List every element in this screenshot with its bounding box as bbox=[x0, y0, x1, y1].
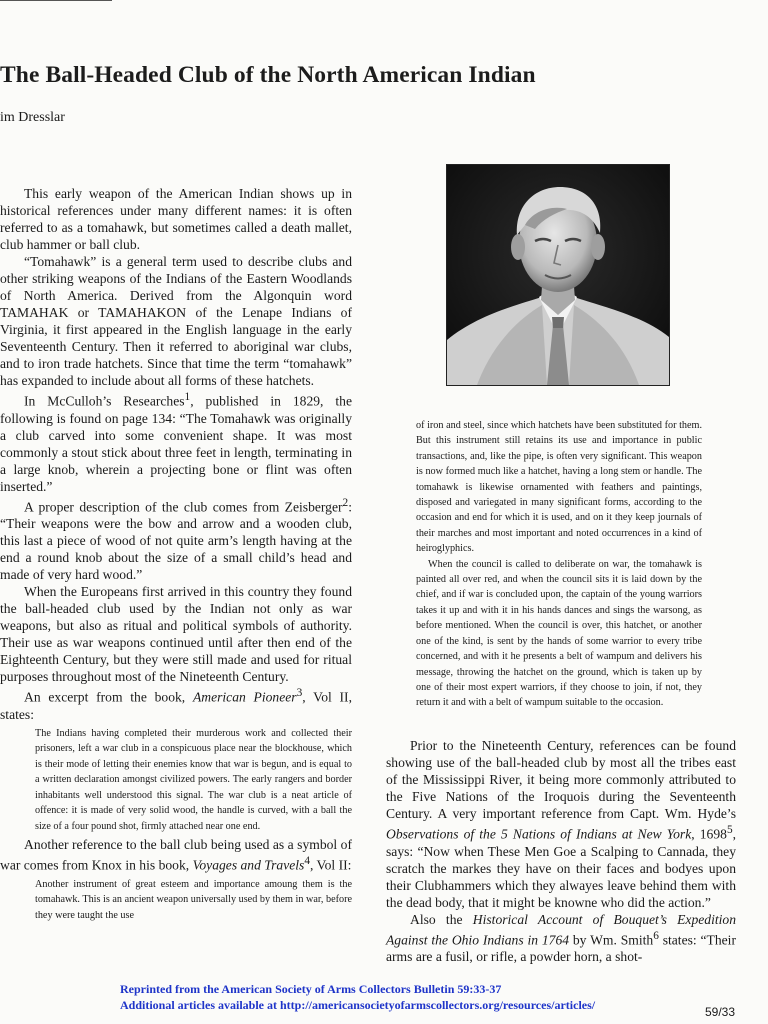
paragraph: Another reference to the ball club being used as a symbol of war comes from Knox in his book, Voyages and Travels$^4$, Vol II: bbox=[0, 837, 352, 873]
paragraph: In McCulloh’s Researches$^1$, published in 1829, the following is found on page 134: “The Tomahawk was originally a club carved into some convenient shape. It was most commonly a stout stick about three feet in length, terminating in a large knob, wherein a projecting bone or flint was often inserted.” bbox=[0, 391, 352, 494]
footnote-ref: 5 bbox=[726, 824, 733, 836]
footnote-ref: 3 bbox=[296, 687, 303, 700]
footnote-ref: 2 bbox=[342, 496, 349, 509]
right-column bbox=[386, 737, 736, 965]
author-portrait-photo bbox=[446, 164, 670, 386]
quoted-excerpt bbox=[416, 418, 702, 711]
footnote-ref: 6 bbox=[653, 929, 659, 942]
reprint-source: Reprinted from the American Society of Arms Collectors Bulletin 59:33-37 bbox=[120, 982, 502, 996]
article-title: The Ball-Headed Club of the North American Indian bbox=[0, 62, 536, 88]
articles-link[interactable]: Additional articles available at http://americansocietyofarmscollectors.org/resources/articles/ bbox=[120, 998, 596, 1012]
left-column bbox=[0, 185, 352, 980]
paragraph: An excerpt from the book, American Pioneer$^3$, Vol II, states: bbox=[0, 687, 352, 722]
author-byline: im Dresslar bbox=[0, 110, 65, 125]
block-quote: Another instrument of great esteem and importance amoung them is the tomahawk. This is an ancient weapon universally used by them in war, before they were taught the use bbox=[35, 878, 352, 921]
quote-paragraph: When the council is called to deliberate on war, the tomahawk is painted all over red, and when the council sits it is laid down by the chief, and if war is concluded upon, the captain of the young warriors takes it up and with it in his hands dances and sings the warsong, as before mentioned. When the council is over, this hatchet, or another one of the kind, is sent by the hands of some warrior to every tribe concerned, and with it he presents a belt of wampum and delivers his message, throwing the hatchet on the ground, which is taken up by one of their most expert warriors, if they choose to join, if not, they return it and with a belt of wampum suitable to the occasion. bbox=[416, 558, 702, 709]
paragraph: “Tomahawk” is a general term used to describe clubs and other striking weapons of the Indians of the Eastern Woodlands of North America. Derived from the Algonquin word TAMAHAK or TAMAHAKON of the Lenape Indians of Virginia, it first appeared in the English language in the early Seventeenth Century. Then it referred to aboriginal war clubs, and to iron trade hatchets. Since that time the term “tomahawk” has expanded to include about all forms of these hatchets. bbox=[0, 254, 352, 388]
paragraph: Also the Historical Account of Bouquet’s Expedition Against the Ohio Indians in 1764 by Wm. Smith$^6$ states: “Their arms are a fusil, or rifle, a powder horn, a shot- bbox=[386, 911, 736, 965]
quote-paragraph: of iron and steel, since which hatchets have been substituted for them. But this instrument still retains its use and importance in public transactions, and, like the pipe, is often very significant. This weapon is now formed much like a hatchet, having a long stem or handle. The tomahawk is likewise ornamented with feathers and paintings, disposed and variegated in many significant forms, according to the occasion and end for which it is used, and on it they keep journals of their marches and most important and noted occurrences in a kind of heiroglyphics. bbox=[416, 420, 702, 555]
footnote-ref: 1 bbox=[184, 391, 191, 403]
paragraph: This early weapon of the American Indian shows up in historical references under many different names: it is often referred to as a tomahawk, but sometimes called a death mallet, club hammer or ball club. bbox=[0, 186, 352, 252]
paragraph: A proper description of the club comes from Zeisberger$^2$: “Their weapons were the bow and arrow and a wooden club, this last a piece of wood of not quite arm’s length having at the end a round knob about the size of a small child’s head and made of very hard wood.” bbox=[0, 496, 352, 583]
reprint-footer bbox=[120, 981, 720, 1013]
block-quote: The Indians having completed their murderous work and collected their prisoners, left a war club in a conspicuous place near the blockhouse, which is their mode of letting their enemies know that war is begun, and is equal to a written declaration amongst civilized powers. The early rangers and border inhabitants well understood this signal. The war club is a neat article of offence: it is made of very solid wood, the handle is curved, with a ball the size of a four pound shot, firmly attached near one end. bbox=[35, 727, 352, 832]
footnote-ref: 4 bbox=[304, 855, 310, 868]
paragraph: When the Europeans first arrived in this country they found the ball-headed club used by the Indian not only as war weapons, but also as ritual and political symbols of authority. Their use as war weapons continued until after then end of the Eighteenth Century, but they were still made and used for ritual purposes throughout most of the Nineteenth Century. bbox=[0, 584, 352, 685]
top-rule bbox=[0, 0, 112, 1]
paragraph: Prior to the Nineteenth Century, references can be found showing use of the ball-headed club by most all the tribes east of the Mississippi River, it being more commonly attributed to the Five Nations of the Iroquois during the Seventeenth Century. A very important reference from Capt. Wm. Hyde’s Observations of the 5 Nations of Indians at New York, 1698$^5$, says: “Now when These Men Goe a Scalping to Cannada, they scratch the markes they have on their faces and bodyes upon their Clubhammers which they alwayes leave behind them with the dead body, that it might be knowne who did the action.” bbox=[386, 738, 737, 910]
page-number: 59/33 bbox=[705, 1005, 736, 1019]
